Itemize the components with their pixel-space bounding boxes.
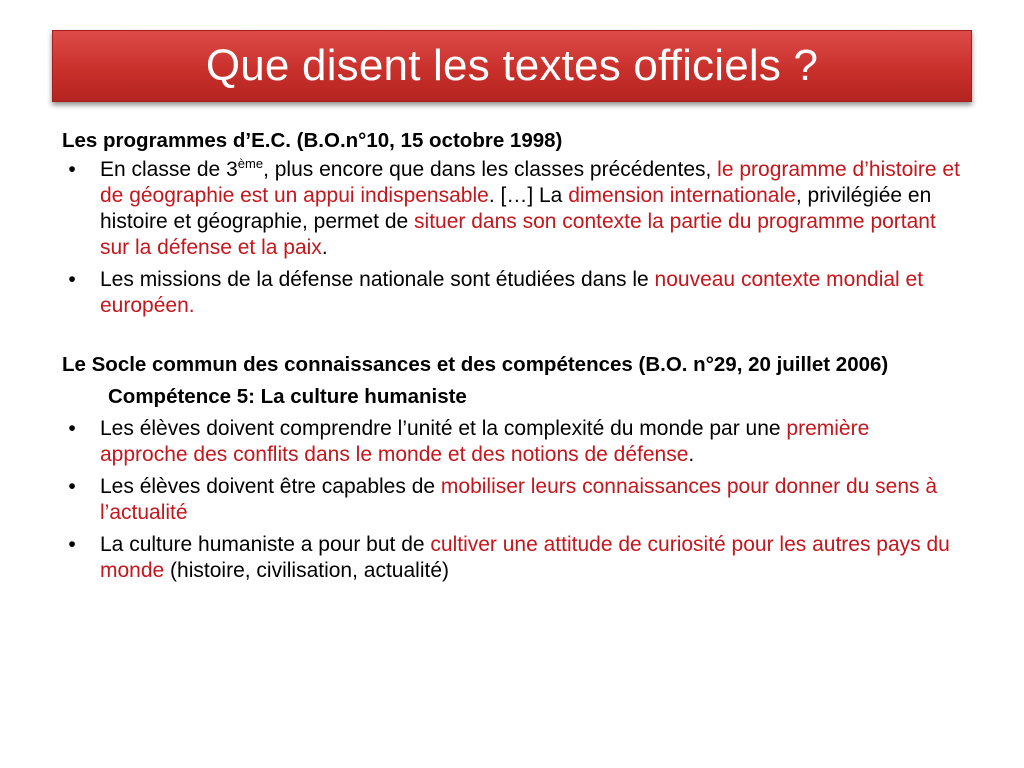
text-run: La culture humaniste a pour but de — [100, 533, 431, 556]
title-bar — [52, 30, 972, 102]
spacer — [62, 319, 962, 352]
list-item — [62, 532, 962, 584]
bullet-icon: • — [68, 417, 76, 440]
text-run: . […] La — [488, 184, 569, 207]
text-run: Les élèves doivent comprendre l’unité et la complexité du monde par une — [100, 417, 787, 440]
slide-title: Que disent les textes officiels ? — [205, 41, 819, 90]
bullet-icon: • — [68, 158, 76, 181]
bullet-icon: • — [68, 533, 76, 556]
competence-subheading: Compétence 5: La culture humaniste — [108, 385, 467, 408]
highlighted-text: situer dans son contexte la partie du programme portant sur la défense et la paix — [100, 210, 936, 259]
section-heading-programmes: Les programmes d’E.C. (B.O.n°10, 15 octobre 1998) — [62, 129, 563, 152]
section-heading-socle-commun: Le Socle commun des connaissances et des compétences (B.O. n°29, 20 juillet 2006) — [62, 353, 889, 376]
text-run: Les missions de la défense nationale sont étudiées dans le — [100, 268, 655, 291]
text-run: Les élèves doivent être capables de — [100, 475, 441, 498]
list-item — [62, 267, 962, 319]
highlighted-text: le programme d’histoire et de géographie est un appui indispensable — [100, 158, 960, 207]
text-run: , privilégiée en histoire et géographie, permet de — [100, 184, 932, 233]
highlighted-text: dimension internationale — [568, 184, 796, 207]
text-run: . — [688, 443, 695, 466]
highlighted-text: première approche des conflits dans le monde et des notions de défense — [100, 417, 870, 466]
superscript-text: ème — [237, 156, 264, 171]
list-item — [62, 474, 962, 526]
text-run: . — [321, 236, 328, 259]
bullet-icon: • — [68, 475, 76, 498]
highlighted-text: mobiliser leurs connaissances pour donner du sens à l’actualité — [100, 475, 938, 524]
text-run: En classe de 3 — [100, 158, 238, 181]
text-run: (histoire, civilisation, actualité) — [164, 559, 449, 582]
highlighted-text: nouveau contexte mondial et européen. — [100, 268, 924, 317]
bullet-icon: • — [68, 268, 76, 291]
highlighted-text: cultiver une attitude de curiosité pour les autres pays du monde — [100, 533, 950, 582]
text-run: , plus encore que dans les classes précédentes, — [263, 158, 718, 181]
list-item — [62, 416, 962, 468]
slide-content — [62, 128, 962, 584]
list-item — [62, 157, 962, 261]
